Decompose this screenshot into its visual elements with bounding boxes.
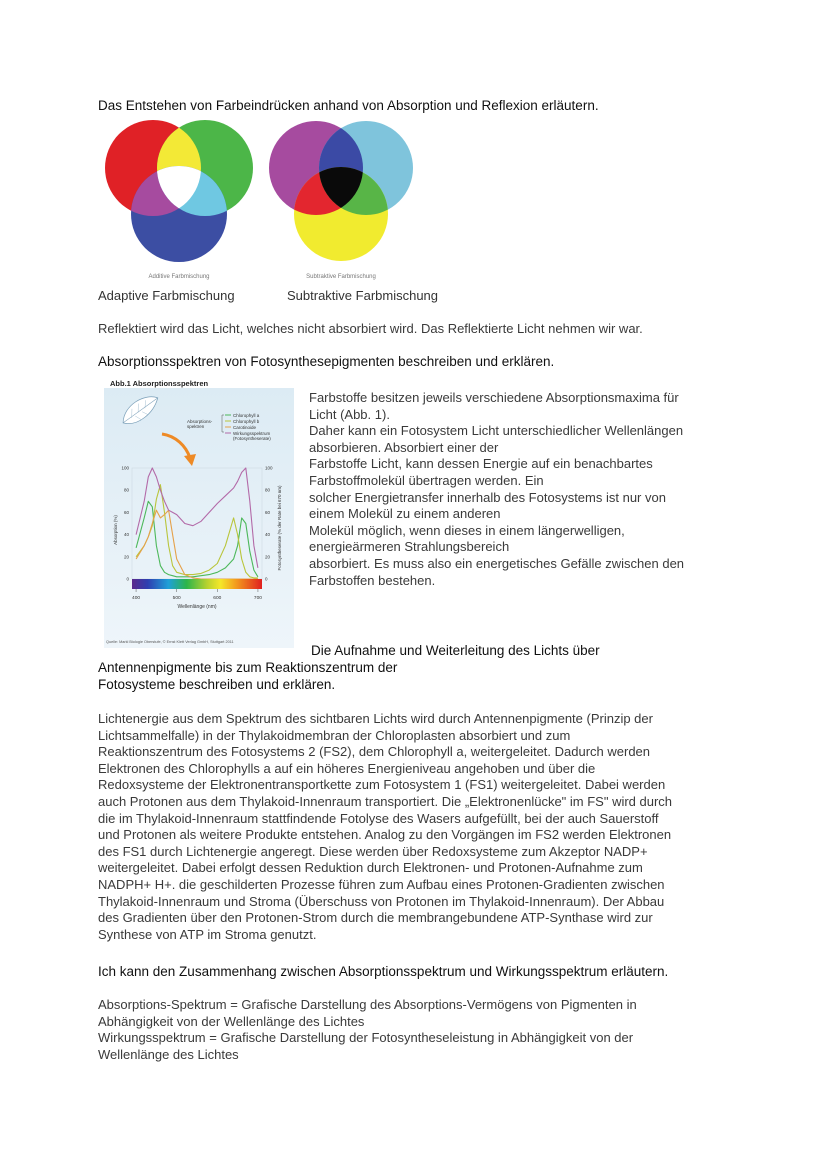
paragraph-antenna (98, 711, 672, 943)
antenna-line-7: die im Thylakoid-Innenraum stattfindende Fotolyse des Wasers aufgefüllt, bei der auch Sauerstoff (98, 810, 659, 826)
absorption-line-7: solcher Energietransfer innerhalb des Fotosystems ist nur von (309, 489, 666, 505)
absorption-line-9: Molekül möglich, wenn dieses in einem längerwelligen, (309, 522, 625, 538)
legend-wirkung: Wirkungsspektrum (233, 431, 271, 436)
absorption-line-3: Daher kann ein Fotosystem Licht unterschiedlicher Wellenlängen (309, 423, 684, 439)
figure-title: Abb.1 Absorptionsspektren (110, 379, 209, 388)
y-tick-right: 60 (265, 509, 271, 515)
x-axis-label: Wellenlänge (nm) (177, 604, 217, 610)
absorption-spectra-figure (104, 378, 294, 648)
y-tick-right: 0 (265, 576, 268, 582)
spectrum-bar (132, 579, 262, 589)
antenna-line-10: weitergeleitet. Dabei erfolgt dessen Reduktion durch Elektronen- und Protonen-Aufnahme zum (98, 860, 643, 876)
antenna-line-9: des FS1 durch Lichtenergie angeregt. Diese werden über Redoxsysteme zum Akzeptor NADP+ (98, 843, 648, 859)
additive-small-label: Additive Farbmischung (148, 274, 210, 280)
antenna-line-1: Lichtenergie aus dem Spektrum des sichtbaren Lichts wird durch Antennenpigmente (Prinzip der (98, 711, 653, 726)
antenna-line-5: Redoxsysteme der Elektronentransportkette zum Fotosystem 1 (FS1) weitergeleitet. Dabei werden (98, 777, 666, 793)
figure-source: Quelle: Markl Biologie Oberstufe, © Ernst Klett Verlag GmbH, Stuttgart 2011 (106, 640, 234, 644)
y-axis-label-left: Absorption (%) (113, 515, 118, 545)
antenna-line-11: NADPH+ H+. die geschilderten Prozesse führen zum Aufbau eines Protonen-Gradienten zwischen (98, 876, 665, 892)
caption-additive: Adaptive Farbmischung (98, 288, 235, 303)
section-heading-antenna-line2: Antennenpigmente bis zum Reaktionszentrum der (98, 660, 398, 675)
antenna-line-14: Synthese von ATP im Stroma genutzt. (98, 926, 317, 942)
absorption-line-12: Farbstoffen bestehen. (309, 572, 436, 588)
y-tick-right: 40 (265, 532, 271, 538)
antenna-line-8: und Protonen als weitere Produkte entstehen. Analog zu den Vorgängen im FS2 werden Elektronen (98, 827, 672, 843)
section-heading-colors: Das Entstehen von Farbeindrücken anhand von Absorption und Reflexion erläutern. (98, 98, 599, 113)
section-heading-spectra-relation: Ich kann den Zusammenhang zwischen Absorptionsspektrum und Wirkungsspektrum erläutern. (98, 964, 669, 979)
antenna-line-6: auch Protonen aus dem Thylakoid-Innenraum transportiert. Die „Elektronenlücke" im FS" wird durch (98, 793, 673, 809)
absorption-line-4: absorbieren. Absorbiert einer der (309, 439, 499, 455)
paragraph-absorption (309, 390, 684, 589)
legend-wirkung-sub: (Fotosyntheserate) (233, 436, 271, 441)
y-tick-left: 80 (123, 487, 129, 493)
y-tick-left: 0 (126, 576, 129, 582)
paragraph-reflection: Reflektiert wird das Licht, welches nicht absorbiert wird. Das Reflektierte Licht nehmen wir war. (98, 321, 643, 336)
section-heading-antenna-line3: Fotosysteme beschreiben und erklären. (98, 677, 336, 692)
absorption-line-8: einem Molekül zu einem anderen (309, 506, 501, 522)
absorption-line-5: Farbstoffe Licht, kann dessen Energie auf ein benachbartes (309, 456, 653, 472)
y-tick-right: 20 (265, 554, 271, 560)
legend-group-line2: spektren (187, 424, 205, 429)
antenna-line-12: Thylakoid-Innenraum und Stroma (Überschuss von Protonen im Thylakoid-Innenraum). Der Abbau (98, 893, 665, 909)
x-tick-label: 600 (213, 596, 222, 601)
absorption-line-10: energieärmeren Strahlungsbereich (309, 539, 510, 555)
antenna-line-4: Elektronen des Chlorophylls a auf ein höheres Energieniveau angehoben und über die (98, 760, 596, 776)
definition-line-1: Absorptions-Spektrum = Grafische Darstellung des Absorptions-Vermögens von Pigmenten in (98, 997, 637, 1012)
legend-chl-b: Chlorophyll b (233, 419, 260, 424)
y-tick-left: 60 (123, 509, 129, 515)
absorption-line-1: Farbstoffe besitzen jeweils verschiedene Absorptionsmaxima für (309, 390, 679, 405)
legend-carotinoide: Carotinoide (233, 425, 257, 430)
definition-line-2: Abhängigkeit von der Wellenlänge des Lichtes (98, 1013, 365, 1029)
section-heading-antenna-line1: Die Aufnahme und Weiterleitung des Lichts über (311, 643, 600, 658)
y-tick-right: 80 (265, 487, 271, 493)
x-tick-label: 400 (132, 596, 141, 601)
additive-color-mixing-figure (98, 118, 260, 288)
absorption-line-6: Farbstoffmolekül übertragen werden. Ein (309, 472, 544, 488)
subtractive-color-mixing-figure (264, 118, 424, 288)
definition-line-3: Wirkungsspektrum = Grafische Darstellung der Fotosyntheseleistung in Abhängigkeit von der (98, 1030, 634, 1046)
x-tick-label: 500 (172, 596, 181, 601)
y-tick-left: 100 (121, 465, 129, 471)
absorption-line-11: absorbiert. Es muss also ein energetisches Gefälle zwischen den (309, 555, 685, 571)
caption-subtractive: Subtraktive Farbmischung (287, 288, 439, 303)
paragraph-spectra-definitions (98, 997, 637, 1063)
legend-group-line1: Absorptions- (187, 419, 213, 424)
y-tick-left: 40 (123, 532, 129, 538)
legend-chl-a: Chlorophyll a (233, 413, 260, 418)
x-tick-label: 700 (253, 596, 262, 601)
section-heading-absorption: Absorptionsspektren von Fotosynthesepigmenten beschreiben und erklären. (98, 354, 555, 369)
antenna-line-13: des Gradienten über den Protonen-Strom durch die membrangebundene ATP-Synthase wird zur (98, 910, 653, 926)
subtractive-small-label: Subtraktive Farbmischung (306, 274, 376, 280)
definition-line-4: Wellenlänge des Lichtes (98, 1046, 239, 1062)
y-axis-label-right: Fotosyntheserate (% der Rate bei 670 nm) (277, 485, 282, 571)
y-tick-right: 100 (265, 465, 273, 471)
antenna-line-3: Reaktionszentrum des Fotosystems 2 (FS2), dem Chlorophyll a, weitergeleitet. Dadurch werden (98, 744, 651, 760)
absorption-line-2: Licht (Abb. 1). (309, 406, 390, 422)
antenna-line-2: Lichtsammelfalle) in der Thylakoidmembran der Chloroplasten absorbiert und zum (98, 727, 571, 743)
y-tick-left: 20 (123, 554, 129, 560)
